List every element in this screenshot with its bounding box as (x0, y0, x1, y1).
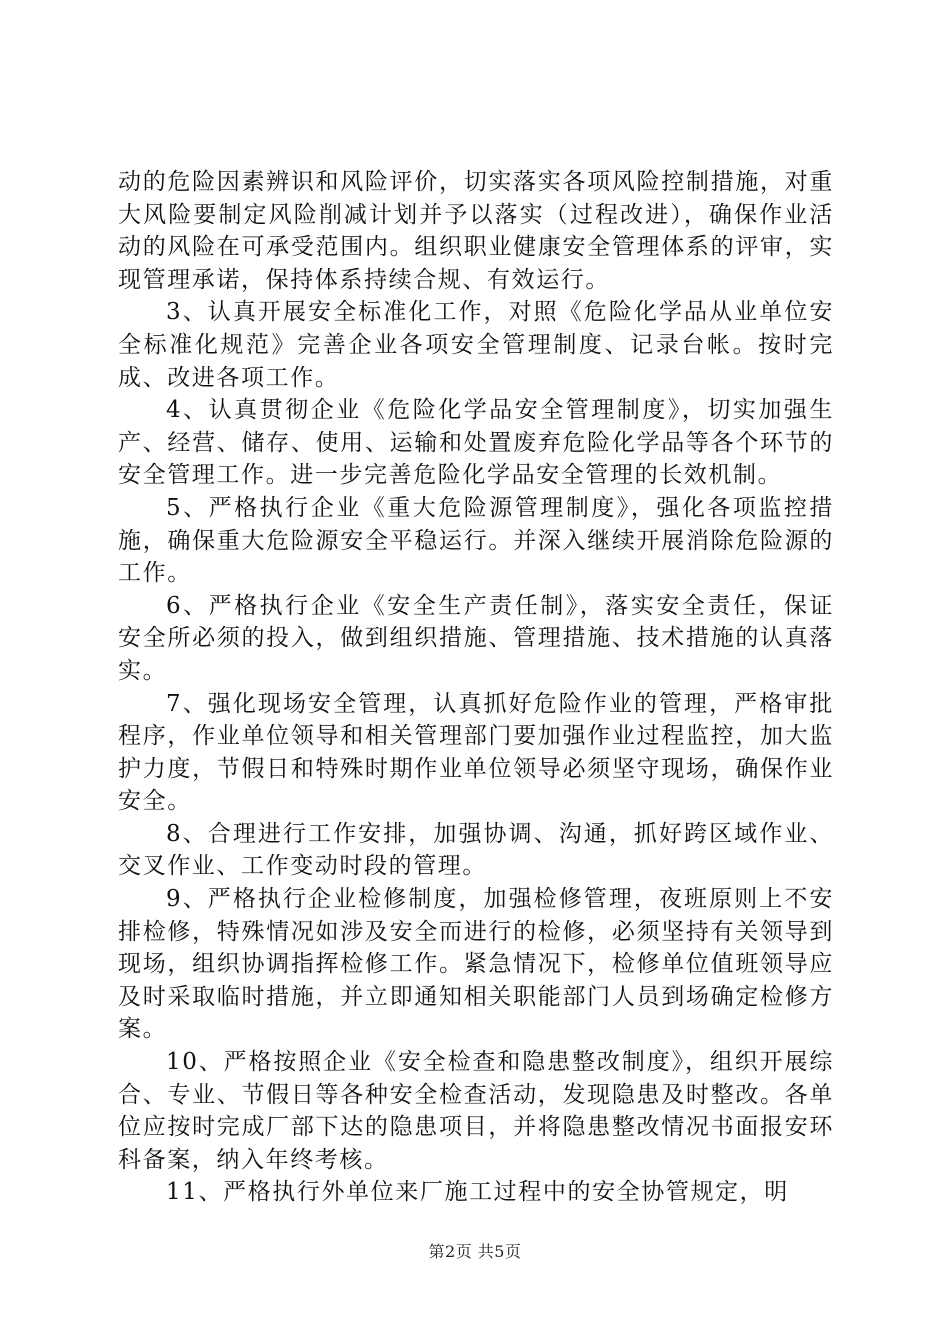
paragraph-item-8: 8、合理进行工作安排，加强协调、沟通，抓好跨区域作业、交叉作业、工作变动时段的管理。 (118, 820, 834, 880)
paragraph-item-4: 4、认真贯彻企业《危险化学品安全管理制度》，切实加强生产、经营、储存、使用、运输和处置废弃危险化学品等各个环节的安全管理工作。进一步完善危险化学品安全管理的长效机制。 (118, 397, 834, 489)
paragraph-item-10: 10、严格按照企业《安全检查和隐患整改制度》，组织开展综合、专业、节假日等各种安全检查活动，发现隐患及时整改。各单位应按时完成厂部下达的隐患项目，并将隐患整改情况书面报安环科备案，纳入年终考核。 (118, 1049, 834, 1173)
paragraph-item-5: 5、严格执行企业《重大危险源管理制度》，强化各项监控措施，确保重大危险源安全平稳运行。并深入继续开展消除危险源的工作。 (118, 494, 834, 587)
document-body (118, 166, 834, 1209)
paragraph-item-11: 11、严格执行外单位来厂施工过程中的安全协管规定，明 (166, 1179, 789, 1206)
paragraph-item-7: 7、强化现场安全管理，认真抓好危险作业的管理，严格审批程序，作业单位领导和相关管理部门要加强作业过程监控，加大监护力度，节假日和特殊时期作业单位领导必须坚守现场，确保作业安全。 (118, 690, 834, 815)
paragraph-item-9: 9、严格执行企业检修制度，加强检修管理，夜班原则上不安排检修，特殊情况如涉及安全而进行的检修，必须坚持有关领导到现场，组织协调指挥检修工作。紧急情况下，检修单位值班领导应及时采取临时措施，并立即通知相关职能部门人员到场确定检修方案。 (118, 886, 834, 1043)
paragraph-item-6: 6、严格执行企业《安全生产责任制》，落实安全责任，保证安全所必须的投入，做到组织措施、管理措施、技术措施的认真落实。 (118, 592, 834, 684)
paragraph-item-3: 3、认真开展安全标准化工作，对照《危险化学品从业单位安全标准化规范》完善企业各项安全管理制度、记录台帐。按时完成、改进各项工作。 (118, 299, 834, 391)
page-number-footer: 第2页 共5页 (428, 1242, 522, 1261)
paragraph-continuation: 动的危险因素辨识和风险评价，切实落实各项风险控制措施，对重大风险要制定风险削减计划并予以落实（过程改进），确保作业活动的风险在可承受范围内。组织职业健康安全管理体系的评审，实现管理承诺，保持体系持续合规、有效运行。 (118, 169, 834, 293)
